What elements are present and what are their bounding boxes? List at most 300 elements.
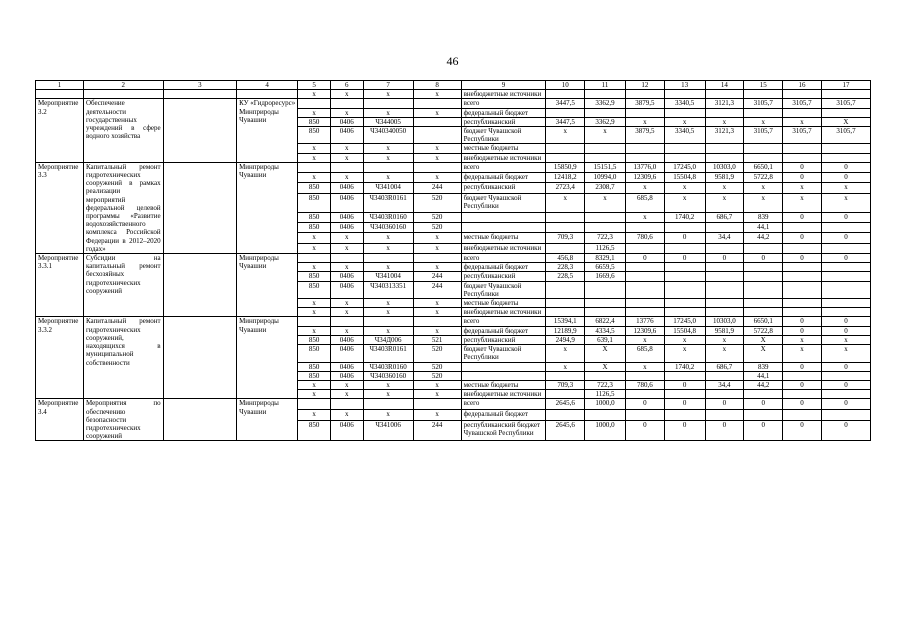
value-cell: x	[298, 108, 331, 117]
value-cell: 709,3	[546, 380, 585, 389]
value-cell: 0	[705, 420, 744, 440]
value-cell: 850	[298, 183, 331, 193]
value-cell: 686,7	[705, 212, 744, 222]
value-cell: 13776,0	[625, 162, 664, 172]
value-cell: 34,4	[705, 380, 744, 389]
value-cell: 0	[664, 399, 705, 410]
value-cell: x	[625, 117, 664, 126]
value-cell: 0	[821, 233, 870, 243]
value-cell: x	[363, 144, 413, 153]
value-cell: x	[363, 263, 413, 272]
value-cell: 0	[625, 420, 664, 440]
value-cell	[625, 263, 664, 272]
value-cell	[821, 299, 870, 308]
value-cell: x	[664, 117, 705, 126]
source-cell: федеральный бюджет	[461, 108, 546, 117]
value-cell	[783, 153, 822, 162]
value-cell	[744, 243, 783, 253]
value-cell	[705, 243, 744, 253]
source-cell: бюджет Чувашской Республики	[461, 127, 546, 144]
value-cell	[413, 254, 461, 263]
source-cell: федеральный бюджет	[461, 410, 546, 421]
table-row	[36, 317, 871, 326]
empty-cell	[163, 99, 236, 162]
measure-name-cell	[83, 90, 163, 99]
source-cell	[461, 223, 546, 233]
value-cell	[664, 410, 705, 421]
value-cell: X	[821, 117, 870, 126]
value-cell	[625, 308, 664, 317]
value-cell	[783, 371, 822, 380]
value-cell	[625, 223, 664, 233]
value-cell: 0	[744, 420, 783, 440]
value-cell: 780,6	[625, 233, 664, 243]
value-cell	[705, 308, 744, 317]
value-cell: 3447,5	[546, 117, 585, 126]
value-cell: 686,7	[705, 362, 744, 371]
value-cell	[625, 144, 664, 153]
value-cell: 520	[413, 223, 461, 233]
value-cell: x	[363, 308, 413, 317]
value-cell: X	[744, 345, 783, 362]
value-cell: 12418,2	[546, 173, 585, 183]
source-cell: бюджет Чувашской Республики	[461, 345, 546, 362]
value-cell: 15850,9	[546, 162, 585, 172]
header-cell: 17	[821, 81, 870, 90]
value-cell: 1740,2	[664, 212, 705, 222]
source-cell	[461, 362, 546, 371]
source-cell: всего	[461, 317, 546, 326]
value-cell: x	[821, 335, 870, 344]
value-cell	[821, 272, 870, 281]
value-cell: Ч340360160	[363, 371, 413, 380]
value-cell: x	[330, 380, 363, 389]
value-cell: x	[744, 183, 783, 193]
value-cell: 0	[821, 380, 870, 389]
value-cell	[783, 272, 822, 281]
value-cell: 0	[625, 399, 664, 410]
value-cell: 244	[413, 272, 461, 281]
value-cell: 0	[664, 254, 705, 263]
value-cell: x	[298, 410, 331, 421]
value-cell: 839	[744, 362, 783, 371]
empty-cell	[163, 317, 236, 399]
value-cell	[664, 272, 705, 281]
value-cell: x	[705, 193, 744, 212]
value-cell: x	[413, 299, 461, 308]
value-cell: x	[625, 183, 664, 193]
value-cell: x	[363, 153, 413, 162]
value-cell: x	[546, 193, 585, 212]
value-cell	[546, 243, 585, 253]
value-cell: 0406	[330, 335, 363, 344]
value-cell	[783, 299, 822, 308]
value-cell: 0	[744, 254, 783, 263]
value-cell: x	[363, 390, 413, 399]
value-cell: 520	[413, 362, 461, 371]
executor-cell: Минприроды Чувашии	[237, 162, 298, 253]
source-cell	[461, 212, 546, 222]
value-cell: x	[363, 173, 413, 183]
value-cell: x	[664, 345, 705, 362]
value-cell	[330, 317, 363, 326]
value-cell: x	[783, 335, 822, 344]
empty-cell	[163, 254, 236, 317]
value-cell: 0406	[330, 183, 363, 193]
value-cell	[413, 162, 461, 172]
value-cell: 15151,5	[585, 162, 626, 172]
value-cell	[625, 410, 664, 421]
value-cell: Ч340360160	[363, 223, 413, 233]
value-cell: 2645,6	[546, 420, 585, 440]
value-cell: 3879,5	[625, 127, 664, 144]
header-cell: 6	[330, 81, 363, 90]
value-cell: 0	[664, 380, 705, 389]
value-cell: x	[413, 108, 461, 117]
measure-name-cell: Субсидии на капитальный ремонт бесхозяйных гидротехнических сооружений	[83, 254, 163, 317]
value-cell	[821, 308, 870, 317]
value-cell	[705, 223, 744, 233]
value-cell: 850	[298, 193, 331, 212]
value-cell: 3105,7	[744, 127, 783, 144]
value-cell	[821, 144, 870, 153]
source-cell: республиканский	[461, 335, 546, 344]
value-cell	[546, 90, 585, 99]
source-cell: республиканский	[461, 183, 546, 193]
value-cell	[546, 223, 585, 233]
value-cell: x	[330, 108, 363, 117]
value-cell	[625, 272, 664, 281]
value-cell	[625, 299, 664, 308]
value-cell: 3105,7	[821, 99, 870, 108]
value-cell	[625, 371, 664, 380]
value-cell: 1669,6	[585, 272, 626, 281]
measure-name-cell: Мероприятия по обеспечению безопасности гидротехнических сооружений	[83, 399, 163, 441]
value-cell	[744, 108, 783, 117]
value-cell: Ч3403R0161	[363, 345, 413, 362]
value-cell: x	[413, 233, 461, 243]
value-cell	[705, 108, 744, 117]
value-cell: x	[298, 144, 331, 153]
value-cell: 3447,5	[546, 99, 585, 108]
value-cell	[705, 90, 744, 99]
page-number: 46	[446, 54, 459, 68]
value-cell: 780,6	[625, 380, 664, 389]
table-row	[36, 99, 871, 108]
value-cell: 0406	[330, 127, 363, 144]
table-row	[36, 399, 871, 410]
value-cell: 15504,8	[664, 173, 705, 183]
value-cell	[705, 371, 744, 380]
value-cell: x	[413, 390, 461, 399]
value-cell: 850	[298, 281, 331, 298]
value-cell: 34,4	[705, 233, 744, 243]
value-cell: 0406	[330, 345, 363, 362]
value-cell	[744, 410, 783, 421]
value-cell	[363, 317, 413, 326]
value-cell	[625, 153, 664, 162]
value-cell	[625, 90, 664, 99]
source-cell: республиканский бюджет Чувашской Республики	[461, 420, 546, 440]
value-cell: x	[330, 410, 363, 421]
value-cell: 520	[413, 371, 461, 380]
value-cell: x	[413, 410, 461, 421]
empty-cell	[163, 162, 236, 253]
source-cell: внебюджетные источники	[461, 390, 546, 399]
value-cell: 3362,9	[585, 99, 626, 108]
value-cell	[585, 153, 626, 162]
value-cell: 3105,7	[744, 99, 783, 108]
value-cell	[298, 99, 331, 108]
value-cell	[664, 263, 705, 272]
value-cell: x	[298, 380, 331, 389]
value-cell: x	[298, 153, 331, 162]
value-cell	[298, 317, 331, 326]
value-cell	[744, 144, 783, 153]
value-cell	[744, 390, 783, 399]
value-cell: x	[625, 362, 664, 371]
value-cell: x	[821, 183, 870, 193]
value-cell	[783, 243, 822, 253]
value-cell	[546, 308, 585, 317]
value-cell	[625, 108, 664, 117]
value-cell: x	[744, 193, 783, 212]
value-cell: 3340,5	[664, 99, 705, 108]
value-cell: Ч340313351	[363, 281, 413, 298]
value-cell: x	[298, 390, 331, 399]
value-cell	[705, 390, 744, 399]
value-cell: 17245,0	[664, 317, 705, 326]
value-cell: 521	[413, 335, 461, 344]
value-cell: 850	[298, 371, 331, 380]
value-cell	[298, 254, 331, 263]
value-cell: 15504,8	[664, 326, 705, 335]
value-cell: 0	[783, 212, 822, 222]
value-cell	[585, 108, 626, 117]
source-cell: местные бюджеты	[461, 233, 546, 243]
value-cell	[664, 371, 705, 380]
value-cell	[705, 153, 744, 162]
value-cell: 3105,7	[783, 99, 822, 108]
value-cell: 6650,1	[744, 317, 783, 326]
source-cell: внебюджетные источники	[461, 90, 546, 99]
header-cell: 14	[705, 81, 744, 90]
value-cell: x	[625, 335, 664, 344]
value-cell	[783, 108, 822, 117]
value-cell	[413, 127, 461, 144]
source-cell: внебюджетные источники	[461, 308, 546, 317]
value-cell: 10303,0	[705, 317, 744, 326]
empty-cell	[163, 399, 236, 441]
value-cell: 722,3	[585, 233, 626, 243]
value-cell: 0406	[330, 272, 363, 281]
value-cell: 839	[744, 212, 783, 222]
value-cell	[744, 263, 783, 272]
value-cell: 685,8	[625, 345, 664, 362]
value-cell: 0406	[330, 117, 363, 126]
value-cell	[625, 281, 664, 298]
value-cell: x	[625, 212, 664, 222]
measure-id-cell: Мероприятие 3.2	[36, 99, 84, 162]
header-cell: 12	[625, 81, 664, 90]
value-cell	[664, 308, 705, 317]
value-cell: 0	[783, 362, 822, 371]
value-cell: x	[744, 117, 783, 126]
header-cell: 7	[363, 81, 413, 90]
measure-id-cell: Мероприятие 3.3.1	[36, 254, 84, 317]
value-cell	[546, 153, 585, 162]
value-cell: 520	[413, 193, 461, 212]
value-cell: x	[363, 410, 413, 421]
value-cell	[705, 281, 744, 298]
value-cell: x	[298, 233, 331, 243]
table-row	[36, 162, 871, 172]
source-cell: внебюджетные источники	[461, 243, 546, 253]
value-cell	[664, 144, 705, 153]
value-cell: x	[783, 345, 822, 362]
value-cell: 12309,6	[625, 173, 664, 183]
value-cell	[821, 243, 870, 253]
value-cell	[546, 299, 585, 308]
value-cell: x	[363, 243, 413, 253]
value-cell	[298, 399, 331, 410]
value-cell: 0406	[330, 223, 363, 233]
value-cell: 0406	[330, 362, 363, 371]
value-cell: x	[705, 345, 744, 362]
value-cell: x	[363, 108, 413, 117]
value-cell	[783, 390, 822, 399]
value-cell: 0	[744, 399, 783, 410]
value-cell	[330, 254, 363, 263]
value-cell	[363, 99, 413, 108]
value-cell: x	[546, 362, 585, 371]
source-cell: местные бюджеты	[461, 380, 546, 389]
value-cell: 850	[298, 212, 331, 222]
value-cell: 3105,7	[783, 127, 822, 144]
value-cell: 4334,5	[585, 326, 626, 335]
value-cell: 228,3	[546, 263, 585, 272]
value-cell	[744, 299, 783, 308]
measure-id-cell: Мероприятие 3.4	[36, 399, 84, 441]
value-cell	[625, 243, 664, 253]
value-cell	[625, 390, 664, 399]
value-cell: 850	[298, 127, 331, 144]
value-cell: 5722,8	[744, 326, 783, 335]
value-cell: x	[330, 308, 363, 317]
value-cell: x	[298, 326, 331, 335]
value-cell: x	[783, 117, 822, 126]
value-cell: x	[705, 335, 744, 344]
value-cell: x	[413, 153, 461, 162]
value-cell: x	[298, 263, 331, 272]
source-cell	[461, 371, 546, 380]
value-cell: 0	[783, 420, 822, 440]
header-cell: 5	[298, 81, 331, 90]
value-cell: x	[363, 90, 413, 99]
value-cell: 0406	[330, 193, 363, 212]
source-cell: внебюджетные источники	[461, 153, 546, 162]
source-cell: всего	[461, 99, 546, 108]
value-cell	[664, 153, 705, 162]
value-cell: x	[821, 193, 870, 212]
value-cell	[744, 308, 783, 317]
source-cell: республиканский	[461, 272, 546, 281]
header-cell: 15	[744, 81, 783, 90]
value-cell: 685,8	[625, 193, 664, 212]
value-cell: x	[330, 390, 363, 399]
value-cell: 0	[821, 362, 870, 371]
value-cell	[413, 117, 461, 126]
value-cell: x	[298, 90, 331, 99]
value-cell: 850	[298, 223, 331, 233]
value-cell: Ч341004	[363, 183, 413, 193]
header-cell: 16	[783, 81, 822, 90]
value-cell	[664, 299, 705, 308]
value-cell	[783, 144, 822, 153]
empty-cell	[163, 90, 236, 99]
value-cell: 3362,9	[585, 117, 626, 126]
value-cell: 6659,5	[585, 263, 626, 272]
value-cell: Ч3403R0160	[363, 362, 413, 371]
value-cell	[783, 410, 822, 421]
value-cell: 0	[821, 173, 870, 183]
value-cell	[585, 90, 626, 99]
value-cell: 9581,9	[705, 173, 744, 183]
value-cell	[585, 144, 626, 153]
value-cell: 3879,5	[625, 99, 664, 108]
source-cell: всего	[461, 162, 546, 172]
value-cell	[585, 308, 626, 317]
value-cell	[363, 399, 413, 410]
value-cell: x	[821, 345, 870, 362]
value-cell	[821, 410, 870, 421]
value-cell	[585, 223, 626, 233]
value-cell	[664, 90, 705, 99]
header-cell: 13	[664, 81, 705, 90]
value-cell: 639,1	[585, 335, 626, 344]
header-cell: 3	[163, 81, 236, 90]
value-cell: x	[298, 299, 331, 308]
value-cell	[330, 162, 363, 172]
value-cell: x	[330, 173, 363, 183]
value-cell: x	[413, 380, 461, 389]
table-row	[36, 254, 871, 263]
value-cell: x	[298, 173, 331, 183]
value-cell: 44,1	[744, 223, 783, 233]
value-cell: x	[783, 193, 822, 212]
value-cell: 850	[298, 117, 331, 126]
value-cell: x	[664, 335, 705, 344]
value-cell: 0	[821, 317, 870, 326]
value-cell	[744, 281, 783, 298]
value-cell: 850	[298, 345, 331, 362]
measure-id-cell	[36, 90, 84, 99]
value-cell	[546, 212, 585, 222]
value-cell: 0	[821, 399, 870, 410]
executor-cell: Минприроды Чувашии	[237, 399, 298, 441]
value-cell: X	[585, 362, 626, 371]
value-cell: x	[413, 308, 461, 317]
value-cell: x	[330, 153, 363, 162]
value-cell: 12189,9	[546, 326, 585, 335]
value-cell: 244	[413, 420, 461, 440]
source-cell: всего	[461, 254, 546, 263]
value-cell	[413, 99, 461, 108]
value-cell: 0	[783, 254, 822, 263]
value-cell: 2494,9	[546, 335, 585, 344]
value-cell: 0	[625, 254, 664, 263]
value-cell	[413, 317, 461, 326]
